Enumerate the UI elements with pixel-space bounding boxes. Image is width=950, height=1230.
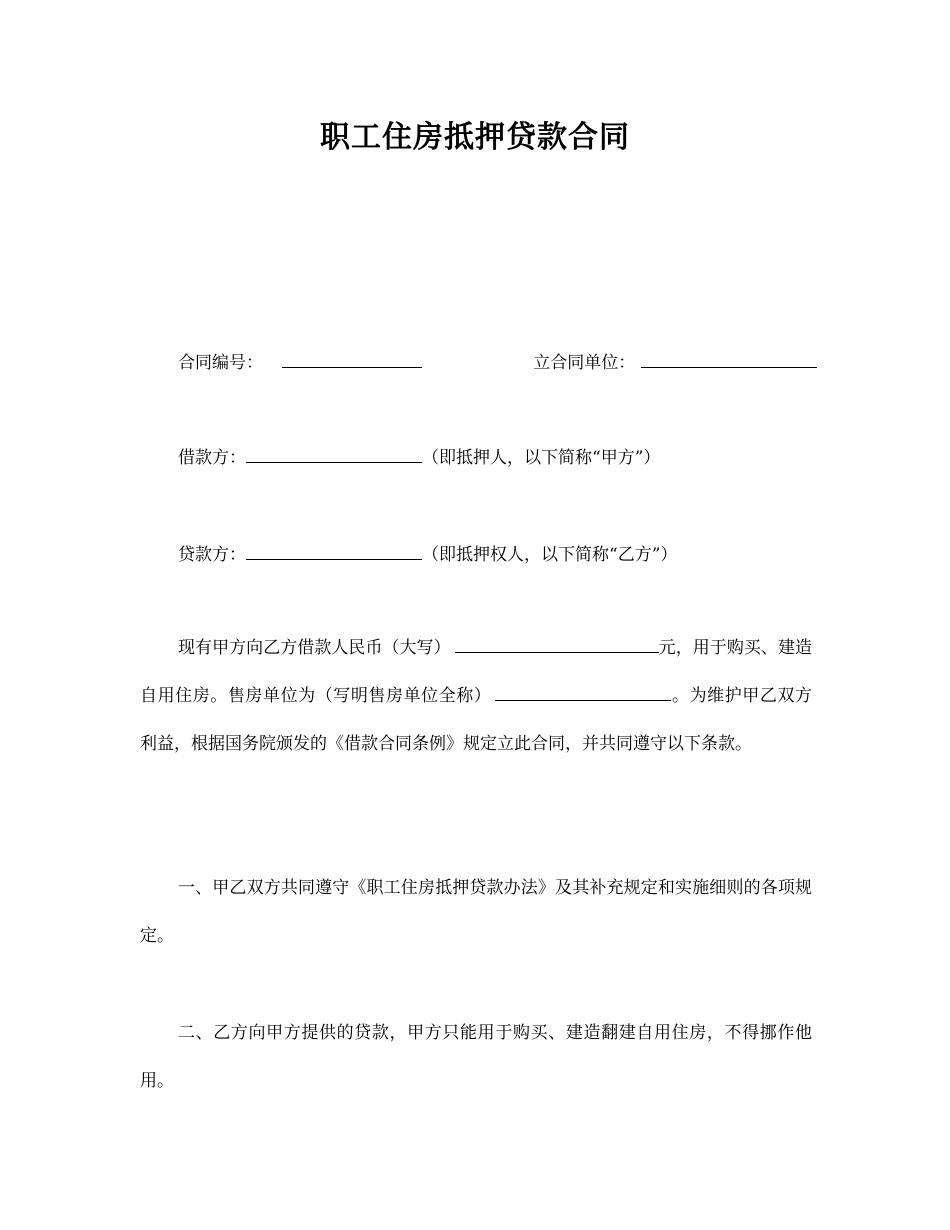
intro-part3: 。为维护甲乙双方利益，根据国务院颁发的《借款合同条例》规定立此合同，并共同遵守以下条款。: [140, 686, 813, 754]
intro-part1: 现有甲方向乙方借款人民币（大写）: [178, 638, 451, 658]
contracting-unit-label: 立合同单位：: [533, 353, 636, 373]
borrower-blank: [246, 450, 422, 463]
lender-line: [178, 540, 850, 565]
intro-part2: 元，用于购买、建造自用住房。售房单位为（写明售房单位全称）: [140, 638, 813, 706]
clause-1: 一、甲乙双方共同遵守《职工住房抵押贷款办法》及其补充规定和实施细则的各项规定。: [140, 878, 812, 946]
contracting-unit-blank: [641, 355, 817, 368]
amount-blank: [455, 640, 659, 653]
contract-no-label: 合同编号：: [178, 353, 263, 373]
contract-header-line: [178, 348, 818, 373]
lender-blank: [246, 547, 422, 560]
lender-label: 贷款方：: [178, 545, 246, 565]
contract-no-blank: [282, 355, 422, 368]
borrower-label: 借款方：: [178, 448, 246, 468]
clause-2: 二、乙方向甲方提供的贷款，甲方只能用于购买、建造翻建自用住房，不得挪作他用。: [140, 1023, 812, 1091]
document-title: 职工住房抵押贷款合同: [320, 120, 630, 155]
intro-paragraph: [140, 624, 812, 768]
borrower-line: [178, 443, 850, 468]
seller-blank: [495, 688, 671, 701]
borrower-note: （即抵押人，以下简称“甲方”）: [422, 448, 661, 468]
lender-note: （即抵押权人，以下简称“乙方”）: [422, 545, 678, 565]
